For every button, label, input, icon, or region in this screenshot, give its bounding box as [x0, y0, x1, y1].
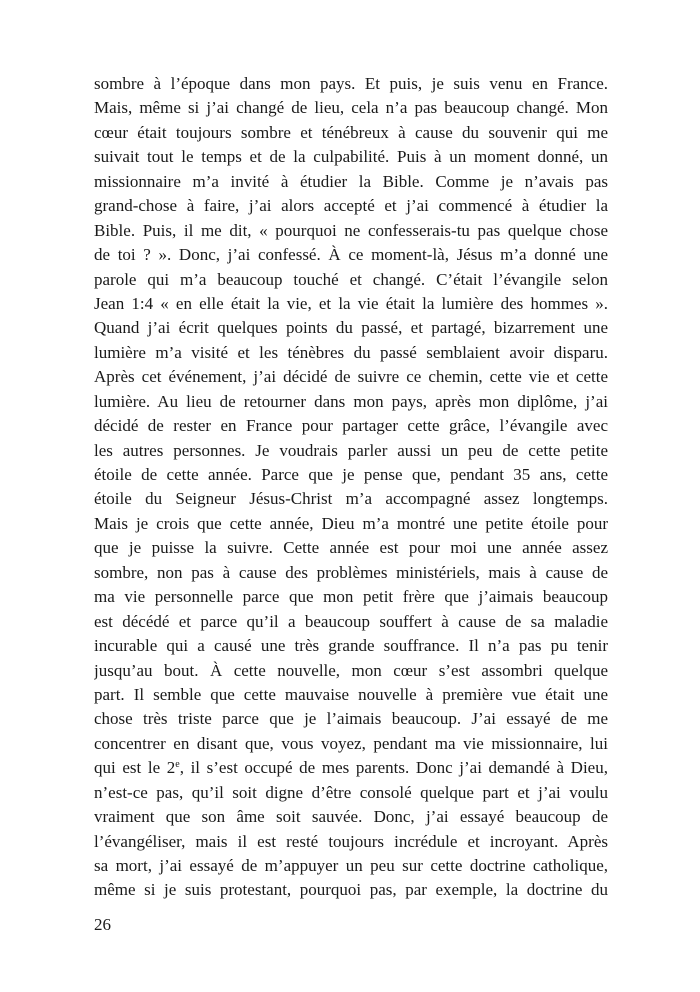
text-line: même si je suis protestant, pourquoi pas, par exemple, la doctrine du: [94, 880, 608, 900]
text-line: concentrer en disant que, vous voyez, pendant ma vie missionnaire, lui: [94, 733, 608, 753]
text-line: n’est-ce pas, qu’il soit digne d’être consolé quelque part et j’ai voulu: [94, 782, 608, 802]
text-fragment: , il s’est occupé de mes parents. Donc j’ai demandé à Dieu,: [179, 758, 608, 778]
text-line: chose très triste parce que je l’aimais beaucoup. J’ai essayé de me: [94, 709, 608, 729]
text-line: ma vie personnelle parce que mon petit frère que j’aimais beaucoup: [94, 587, 608, 607]
text-line: incurable qui a causé une très grande souffrance. Il n’a pas pu tenir: [94, 636, 608, 656]
text-line: Bible. Puis, il me dit, « pourquoi ne confesserais-tu pas quelque chose: [94, 220, 608, 240]
text-line: vraiment que son âme soit sauvée. Donc, j’ai essayé beaucoup de: [94, 807, 608, 827]
text-line: lumière. Au lieu de retourner dans mon pays, après mon diplôme, j’ai: [94, 391, 608, 411]
text-line: les autres personnes. Je voudrais parler aussi un peu de cette petite: [94, 440, 608, 460]
text-line: sombre à l’époque dans mon pays. Et puis, je suis venu en France.: [94, 74, 608, 93]
page-number: 26: [94, 915, 111, 934]
body-text: [94, 72, 608, 903]
text-line: sombre, non pas à cause des problèmes ministériels, mais à cause de: [94, 562, 608, 582]
text-line: étoile du Seigneur Jésus-Christ m’a accompagné assez longtemps.: [94, 489, 608, 509]
text-line: Mais, même si j’ai changé de lieu, cela n’a pas beaucoup changé. Mon: [94, 98, 608, 118]
text-line: est décédé et parce qu’il a beaucoup souffert à cause de sa maladie: [94, 611, 608, 631]
text-line: Mais je crois que cette année, Dieu m’a montré une petite étoile pour: [94, 513, 608, 533]
text-line: parole qui m’a beaucoup touché et changé. C’était l’évangile selon: [94, 269, 608, 289]
text-line: l’évangéliser, mais il est resté toujours incrédule et incroyant. Après: [94, 831, 608, 851]
text-line: part. Il semble que cette mauvaise nouvelle à première vue était une: [94, 684, 608, 704]
superscript-ordinal: e: [175, 759, 180, 771]
text-line: Jean 1:4 « en elle était la vie, et la vie était la lumière des hommes ».: [94, 293, 608, 313]
text-line: de toi ? ». Donc, j’ai confessé. À ce moment-là, Jésus m’a donné une: [94, 245, 608, 265]
text-line: lumière m’a visité et les ténèbres du passé semblaient avoir disparu.: [94, 342, 608, 362]
text-line: grand-chose à faire, j’ai alors accepté et j’ai commencé à étudier la: [94, 196, 608, 216]
text-line: que je puisse la suivre. Cette année est pour moi une année assez: [94, 538, 608, 558]
text-line: étoile de cette année. Parce que je pense que, pendant 35 ans, cette: [94, 465, 608, 484]
text-line: Après cet événement, j’ai décidé de suivre ce chemin, cette vie et cette: [94, 367, 608, 387]
text-line: jusqu’au bout. À cette nouvelle, mon cœur s’est assombri quelque: [94, 660, 608, 680]
text-line: Quand j’ai écrit quelques points du passé, et partagé, bizarrement une: [94, 318, 608, 338]
text-line: suivait tout le temps et de la culpabilité. Puis à un moment donné, un: [94, 147, 608, 167]
text-line: sa mort, j’ai essayé de m’appuyer un peu sur cette doctrine catholique,: [94, 856, 608, 875]
text-fragment: qui est le 2: [94, 758, 176, 778]
text-line: décidé de rester en France pour partager cette grâce, l’évangile avec: [94, 416, 608, 436]
text-line-with-superscript: [94, 756, 608, 780]
text-line: missionnaire m’a invité à étudier la Bible. Comme je n’avais pas: [94, 171, 608, 191]
text-line: cœur était toujours sombre et ténébreux à cause du souvenir qui me: [94, 122, 608, 142]
